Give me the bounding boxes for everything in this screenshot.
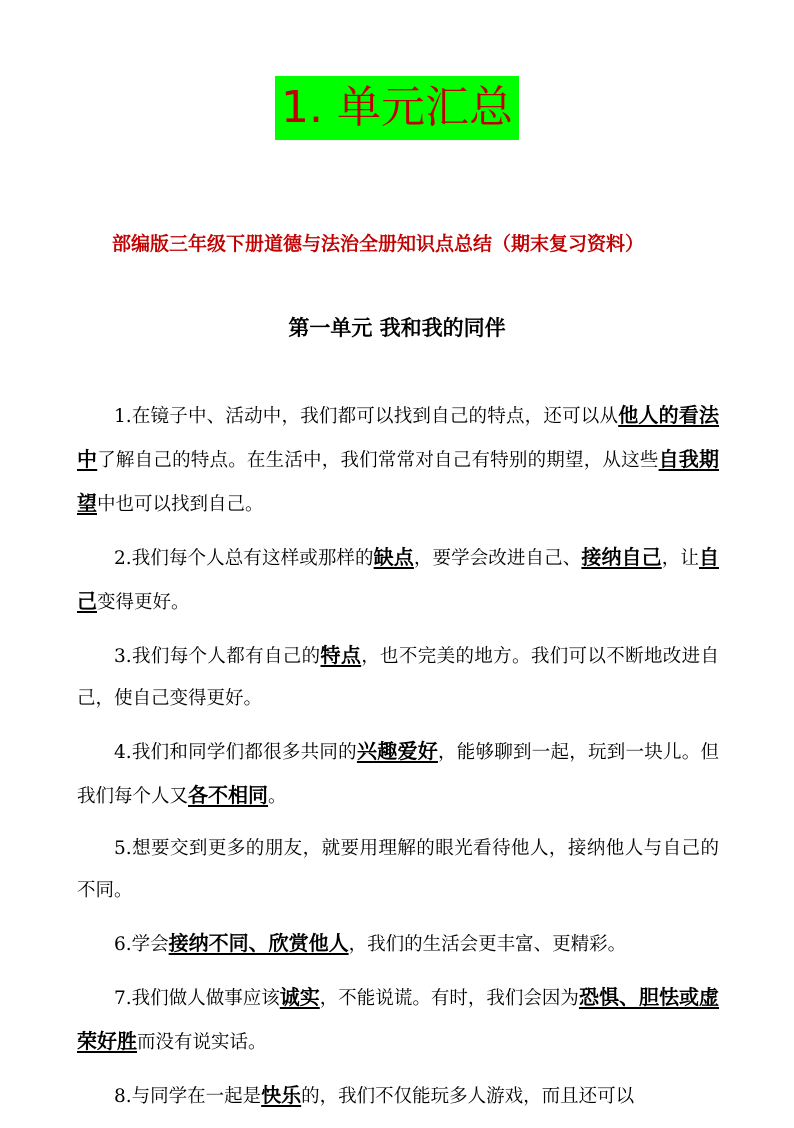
key-phrase: 特点 — [320, 643, 362, 667]
key-phrase: 自我期望 — [77, 447, 720, 515]
item-text: ，不能说谎。有时，我们会因为 — [319, 988, 579, 1009]
knowledge-list — [77, 394, 719, 1128]
item-text: 。 — [268, 786, 287, 807]
list-item — [77, 828, 719, 912]
item-text: 5.想要交到更多的朋友，就要用理解的眼光看待他人，接纳他人与自己的不同。 — [77, 838, 719, 901]
item-text: 3.我们每个人都有自己的 — [114, 646, 321, 667]
list-item — [77, 634, 719, 720]
title-container — [0, 76, 794, 140]
item-text: 的，我们不仅能玩多人游戏，而且还可以 — [301, 1086, 635, 1107]
item-text: 中也可以找到自己。 — [97, 494, 264, 515]
item-text: ，也不完美的地方。我们可以不断地改进自己，使自己变得更好。 — [77, 646, 719, 709]
unit-heading: 第一单元 我和我的同伴 — [288, 315, 506, 340]
item-text: ，能够聊到一起，玩到一块儿。但我们每个人又 — [77, 742, 719, 807]
list-item — [77, 394, 719, 526]
key-phrase: 接纳自己 — [581, 545, 662, 569]
list-item — [77, 1074, 719, 1118]
item-text: 7.我们做人做事应该 — [114, 988, 280, 1009]
item-text: 4.我们和同学们都很多共同的 — [114, 742, 357, 763]
list-item — [77, 730, 719, 818]
item-text: ，让 — [661, 548, 699, 569]
key-phrase: 他人的看法中 — [77, 403, 720, 471]
key-phrase: 各不相同 — [188, 783, 269, 807]
item-text: 1.在镜子中、活动中，我们都可以找到自己的特点，还可以从 — [114, 406, 619, 427]
item-text: 8.与同学在一起是 — [114, 1086, 262, 1107]
item-text: 了解自己的特点。在生活中，我们常常对自己有特别的期望，从这些 — [97, 450, 659, 471]
item-text: 2.我们每个人总有这样或那样的 — [114, 548, 374, 569]
item-text: 6.学会 — [114, 934, 169, 955]
item-text: ，我们的生活会更丰富、更精彩。 — [348, 934, 627, 955]
key-phrase: 快乐 — [261, 1083, 302, 1107]
key-phrase: 兴趣爱好 — [356, 739, 438, 763]
document-subtitle: 部编版三年级下册道德与法治全册知识点总结（期末复习资料） — [112, 233, 645, 255]
list-item — [77, 976, 719, 1064]
key-phrase: 接纳不同、欣赏他人 — [168, 931, 349, 955]
page-title: 1. 单元汇总 — [275, 76, 519, 140]
item-text: 而没有说实话。 — [137, 1032, 267, 1053]
list-item — [77, 536, 719, 624]
key-phrase: 自己 — [77, 545, 719, 613]
list-item — [77, 922, 719, 966]
item-text: 变得更好。 — [97, 592, 190, 613]
item-text: ，要学会改进自己、 — [413, 548, 582, 569]
key-phrase: 诚实 — [279, 985, 320, 1009]
key-phrase: 缺点 — [373, 545, 414, 569]
key-phrase: 恐惧、胆怯或虚荣好胜 — [77, 985, 720, 1053]
